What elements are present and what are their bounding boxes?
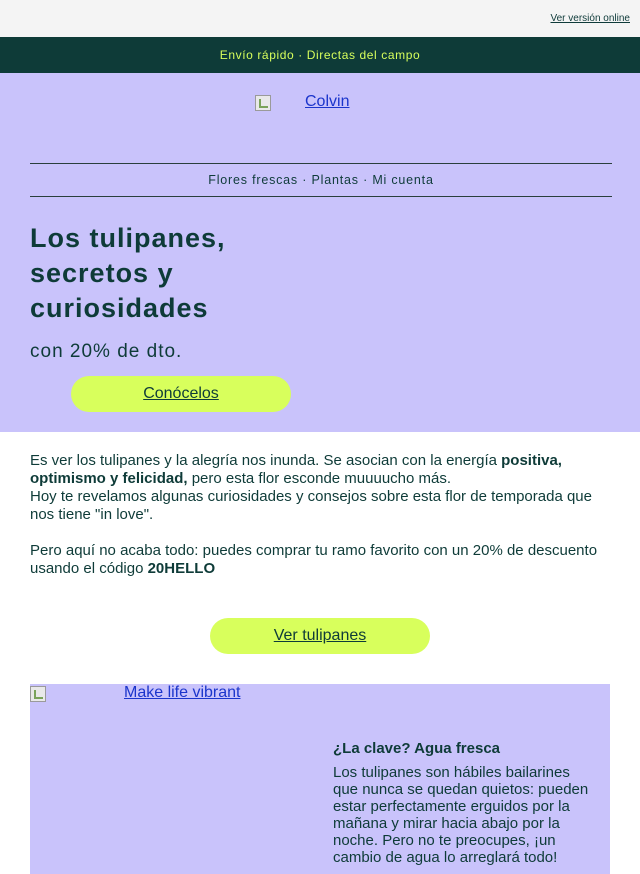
discount-text: Pero aquí no acaba todo: puedes comprar tu ramo favorito con un 20% de descuento usando el código bbox=[30, 542, 598, 577]
nav-item-flores[interactable]: Flores frescas bbox=[208, 173, 298, 187]
logo[interactable] bbox=[255, 93, 349, 111]
intro-paragraph bbox=[30, 452, 610, 488]
nav-separator: · bbox=[358, 173, 373, 187]
nav-separator: · bbox=[297, 173, 312, 187]
body-text bbox=[0, 432, 640, 578]
broken-image-icon bbox=[255, 95, 271, 111]
logo-alt-link[interactable]: Colvin bbox=[305, 93, 350, 110]
hero-section bbox=[0, 73, 640, 432]
discover-button[interactable]: Conócelos bbox=[71, 376, 291, 412]
top-bar bbox=[0, 0, 640, 37]
main-nav bbox=[30, 163, 612, 197]
hero-title: Los tulipanes, secretos y curiosidades bbox=[30, 223, 226, 323]
feature-image[interactable] bbox=[30, 684, 241, 702]
discount-paragraph bbox=[30, 542, 610, 578]
intro-bold: positiva, optimismo y felicidad, bbox=[30, 452, 562, 487]
broken-image-icon bbox=[30, 686, 46, 702]
feature-heading: ¿La clave? Agua fresca bbox=[333, 740, 501, 757]
feature-text: Los tulipanes son hábiles bailarines que nunca se quedan quietos: pueden estar perfectamente erguidos por la mañana y mirar hacia abajo por la noche. Pero no te preocupes, ¡un cambio de agua lo arreglará todo! bbox=[333, 764, 589, 866]
feature-block bbox=[30, 684, 610, 874]
view-online-link[interactable]: Ver versión online bbox=[550, 13, 630, 24]
intro-text-end: pero esta flor esconde muuuucho más. bbox=[187, 470, 452, 487]
promo-banner: Envío rápido · Directas del campo bbox=[0, 37, 640, 73]
view-tulips-button[interactable]: Ver tulipanes bbox=[210, 618, 430, 654]
reveal-paragraph: Hoy te revelamos algunas curiosidades y consejos sobre esta flor de temporada que nos tiene "in love". bbox=[30, 488, 592, 523]
feature-image-alt-link[interactable]: Make life vibrant bbox=[124, 684, 241, 701]
cta-wrapper bbox=[0, 578, 640, 654]
discount-code: 20HELLO bbox=[147, 560, 216, 577]
nav-item-plantas[interactable]: Plantas bbox=[311, 173, 359, 187]
hero-subtitle: con 20% de dto. bbox=[30, 341, 183, 362]
nav-item-mi-cuenta[interactable]: Mi cuenta bbox=[372, 173, 434, 187]
intro-text: Es ver los tulipanes y la alegría nos inunda. Se asocian con la energía bbox=[30, 452, 502, 469]
